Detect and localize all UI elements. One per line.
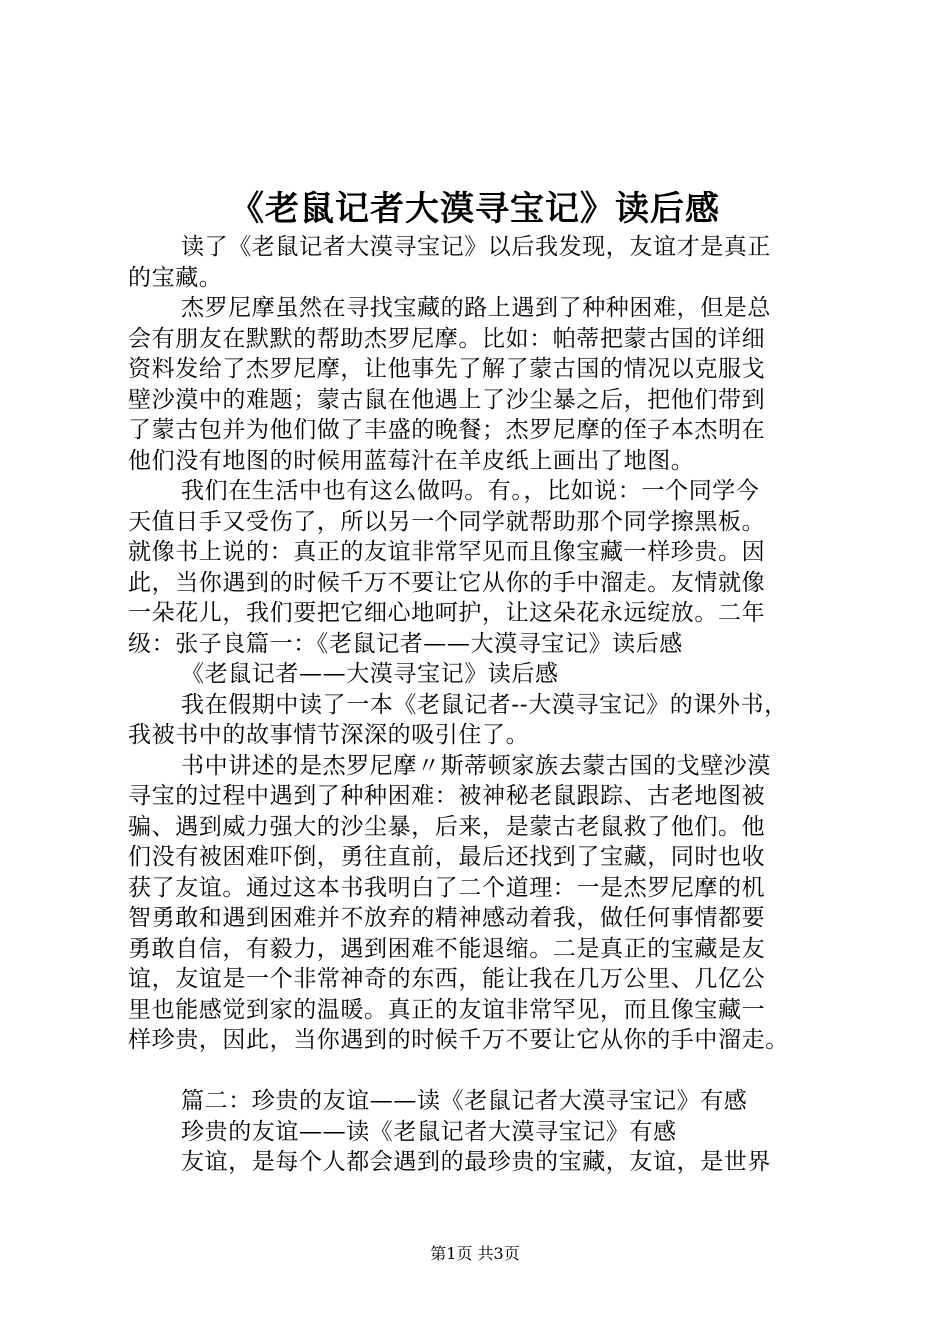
text-line: 读了《老鼠记者大漠寻宝记》以后我发现，友谊才是真正: [181, 234, 771, 260]
text-line: 壁沙漠中的难题；蒙古鼠在他遇上了沙尘暴之后，把他们带到: [128, 386, 766, 413]
text-line: 此，当你遇到的时候千万不要让它从你的手中溜走。友情就像: [128, 569, 766, 596]
text-line: 获了友谊。通过这本书我明白了二个道理：一是杰罗尼摩的机: [128, 874, 766, 901]
text-line: 天值日手又受伤了，所以另一个同学就帮助那个同学擦黑板。: [128, 508, 766, 535]
text-line: 样珍贵，因此，当你遇到的时候千万不要让它从你的手中溜走。: [128, 1027, 789, 1053]
document-body: [128, 232, 848, 1178]
text-line: 了蒙古包并为他们做了丰盛的晚餐；杰罗尼摩的侄子本杰明在: [128, 417, 766, 443]
text-line: 友谊，是每个人都会遇到的最珍贵的宝藏，友谊，是世界: [181, 1149, 771, 1175]
document-title: 《老鼠记者大漠寻宝记》读后感: [230, 189, 720, 229]
text-line: 就像书上说的：真正的友谊非常罕见而且像宝藏一样珍贵。因: [128, 539, 766, 565]
text-line: 资料发给了杰罗尼摩，让他事先了解了蒙古国的情况以克服戈: [128, 356, 766, 382]
text-line: 一朵花儿，我们要把它细心地呵护，让这朵花永远绽放。二年: [128, 600, 766, 626]
text-line: 我被书中的故事情节深深的吸引住了。: [128, 722, 530, 748]
text-line: 篇二：珍贵的友谊——读《老鼠记者大漠寻宝记》有感: [181, 1088, 748, 1114]
text-line: 杰罗尼摩虽然在寻找宝藏的路上遇到了种种困难，但是总: [181, 295, 771, 321]
text-line: 的宝藏。: [128, 264, 223, 291]
text-line: 我在假期中读了一本《老鼠记者--大漠寻宝记》的课外书，: [181, 691, 788, 718]
text-line: 寻宝的过程中遇到了种种困难：被神秘老鼠跟踪、古老地图被: [128, 783, 766, 809]
text-line: 他们没有地图的时候用蓝莓汁在羊皮纸上画出了地图。: [128, 447, 695, 474]
page-footer: 第1页 共3页: [430, 1244, 520, 1263]
text-line: 会有朋友在默默的帮助杰罗尼摩。比如：帕蒂把蒙古国的详细: [128, 325, 766, 352]
text-line: 里也能感觉到家的温暖。真正的友谊非常罕见，而且像宝藏一: [128, 996, 766, 1023]
text-line: 勇敢自信，有毅力，遇到困难不能退缩。二是真正的宝藏是友: [128, 935, 766, 962]
text-line: 骗、遇到威力强大的沙尘暴，后来，是蒙古老鼠救了他们。他: [128, 813, 766, 840]
text-line: 珍贵的友谊——读《老鼠记者大漠寻宝记》有感: [181, 1118, 677, 1145]
text-line: 《老鼠记者——大漠寻宝记》读后感: [181, 661, 559, 687]
text-line: 级：张子良篇一：《老鼠记者——大漠寻宝记》读后感: [128, 630, 683, 657]
text-line: 书中讲述的是杰罗尼摩〃斯蒂顿家族去蒙古国的戈壁沙漠: [181, 752, 771, 779]
text-line: 谊，友谊是一个非常神奇的东西，能让我在几万公里、几亿公: [128, 966, 766, 992]
blank-line: [128, 1056, 848, 1087]
text-line: 们没有被困难吓倒，勇往直前，最后还找到了宝藏，同时也收: [128, 844, 766, 870]
text-line: 我们在生活中也有这么做吗。有。，比如说：一个同学今: [181, 478, 760, 504]
text-line: 智勇敢和遇到困难并不放弃的精神感动着我，做任何事情都要: [128, 905, 766, 931]
